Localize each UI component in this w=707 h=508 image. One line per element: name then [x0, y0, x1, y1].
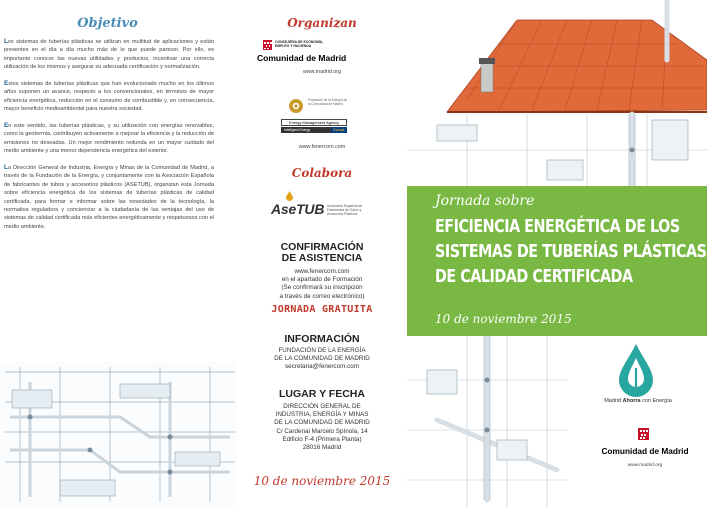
madrid-url: www.madrid.org: [303, 69, 341, 75]
objetivo-paragraph: [4, 38, 214, 72]
ma-text-bold: Ahorra: [622, 398, 641, 404]
lugar-fecha-title: LUGAR Y FECHA: [279, 388, 365, 400]
lugar-line: DIRECCIÓN GENERAL DE: [283, 403, 361, 410]
lugar-line: INDUSTRIA, ENERGÍA Y MINAS: [275, 411, 369, 419]
fenercom-logo: [281, 98, 361, 140]
info-panel: [237, 0, 407, 508]
madrid-ahorra-label: [583, 398, 693, 404]
ma-text-pre: Madrid: [604, 398, 623, 404]
fenercom-gear-icon: [288, 98, 304, 114]
informacion-line: DE LA COMUNIDAD DE MADRID: [274, 355, 370, 363]
confirmacion-title-line: CONFIRMACIÓN: [280, 241, 364, 253]
intelligent-energy-bar: [281, 127, 347, 133]
informacion-title: INFORMACIÓN: [284, 333, 360, 345]
pipes-illustration: [0, 362, 237, 508]
lugar-fecha-text: [237, 403, 407, 452]
comunidad-madrid-cover-logo: [590, 428, 700, 466]
objetivo-paragraph: [4, 80, 214, 114]
confirmacion-line: (Se confirmará su inscripción: [281, 284, 363, 292]
asetub-drop-icon: [285, 191, 294, 201]
objetivo-paragraph: [4, 122, 214, 156]
organizan-title: Organizan: [287, 16, 357, 30]
paragraph-text: os sistemas de tuberías plásticas se utilizan en multitud de aplicaciones y están presentes en el día a día mucho más de lo que puede parecer. Por ello, es importante conocer las nuevas utilidades y productos, incentivar una correcta utilización de los mismos y asegurar su adecuada certificación y normalización.: [4, 39, 214, 71]
asetub-name: AseTUB: [271, 201, 325, 217]
paragraph-text: n este sentido, las tuberías plásticas, y su utilización con energías renovables, como la geotermia, contribuyen activamente a mejorar la eficiencia y la reducción de emisiones no deseadas. Un mejor rendimiento redunda en un mayor cuidado del medio ambiente y una menor dependencia energética del exterior.: [4, 123, 214, 155]
lugar-line: 28016 Madrid: [302, 444, 342, 452]
ma-text-post: con Energía: [640, 398, 672, 404]
cover-date: 10 de noviembre 2015: [435, 312, 572, 326]
event-date: 10 de noviembre 2015: [253, 474, 391, 488]
cover-title-line: SISTEMAS DE TUBERÍAS PLÁSTICAS: [435, 242, 707, 262]
lugar-line: Edificio F-4 (Primera Planta): [282, 435, 362, 443]
objetivo-title: Objetivo: [77, 16, 138, 31]
asetub-logo: [269, 191, 379, 227]
initial-letter: E: [4, 80, 9, 88]
paragraph-text: stos sistemas de tuberías plásticas que han evolucionado mucho en los últimos años suponen un avance, respecto a los convencionales, en términos de mayor eficiencia energética, reducción en el consumo de combustible y, en consecuencia, mayor beneficio medioambiental para nuestra sociedad.: [4, 81, 214, 113]
cover-title: [435, 215, 707, 290]
paragraph-text: a Dirección General de Industria, Energía y Minas de la Comunidad de Madrid, a través de la Fundación de la Energía, y conjuntamente con la Asociación Española de fabricantes de tubos y accesorios plásticos (ASETUB), organizan esta Jornada sobre eficiencia energética de los sistemas de tuberías plásticas de calidad certificada, para formar e informar sobre las novedades de la tecnología, la normativa reguladora y concienciar a la ciudadanía de las ventajas del uso de sistemas de calidad certificada más eficientes energéticamente y respetuosos con el medio ambiente.: [4, 165, 214, 230]
informacion-line: FUNDACIÓN DE LA ENERGÍA: [278, 347, 366, 354]
confirmacion-line: a través de correo electrónico): [279, 292, 365, 300]
confirmacion-title-line: DE ASISTENCIA: [281, 252, 363, 264]
energy-agency-label: Energy Management Agency: [281, 119, 347, 126]
madrid-cover-url: www.madrid.org: [627, 463, 663, 468]
jornada-gratuita-label: JORNADA GRATUITA: [271, 304, 373, 315]
objetivo-panel: [0, 0, 237, 508]
intelligent-energy-label: Intelligent Energy: [284, 128, 311, 132]
initial-letter: L: [4, 38, 8, 45]
europe-label: Europe: [331, 127, 347, 133]
madrid-flag-icon: [263, 40, 272, 50]
comunidad-madrid-name: Comunidad de Madrid: [257, 53, 347, 63]
lugar-line: DE LA COMUNIDAD DE MADRID: [274, 419, 370, 427]
fenercom-small-text: Fundación de la Energía de la Comunidad de Madrid: [308, 98, 348, 106]
comunidad-madrid-cover-name: Comunidad de Madrid: [601, 446, 689, 456]
colabora-title: Colabora: [291, 166, 353, 180]
fenercom-url: www.fenercom.com: [298, 144, 346, 150]
initial-letter: E: [4, 122, 9, 130]
asetub-description: Asociación Española de Fabricantes de Tubos y Accesorios Plásticos: [327, 204, 363, 216]
cover-panel: [407, 0, 707, 508]
cover-title-line: DE CALIDAD CERTIFICADA: [435, 267, 633, 287]
confirmacion-line: en el apartado de Formación: [281, 276, 363, 284]
lugar-line: C/ Cardenal Marcelo Spínola, 14: [276, 427, 368, 435]
informacion-email[interactable]: secretaria@fenercom.com: [285, 363, 359, 371]
initial-letter: L: [4, 164, 8, 172]
objetivo-body: [4, 38, 214, 240]
cover-title-line: EFICIENCIA ENERGÉTICA DE LOS: [435, 217, 680, 237]
confirmacion-title: [237, 242, 407, 264]
consejeria-text: CONSEJERÍA DE ECONOMÍA, EMPLEO Y HACIENDA: [275, 40, 324, 48]
objetivo-paragraph: [4, 164, 214, 231]
jornada-label: Jornada sobre: [435, 193, 535, 209]
confirmacion-url[interactable]: www.fenercom.com: [294, 268, 350, 275]
madrid-flag-icon: [638, 428, 649, 440]
confirmacion-text: [237, 268, 407, 301]
title-banner: [407, 186, 707, 336]
informacion-text: [237, 347, 407, 372]
